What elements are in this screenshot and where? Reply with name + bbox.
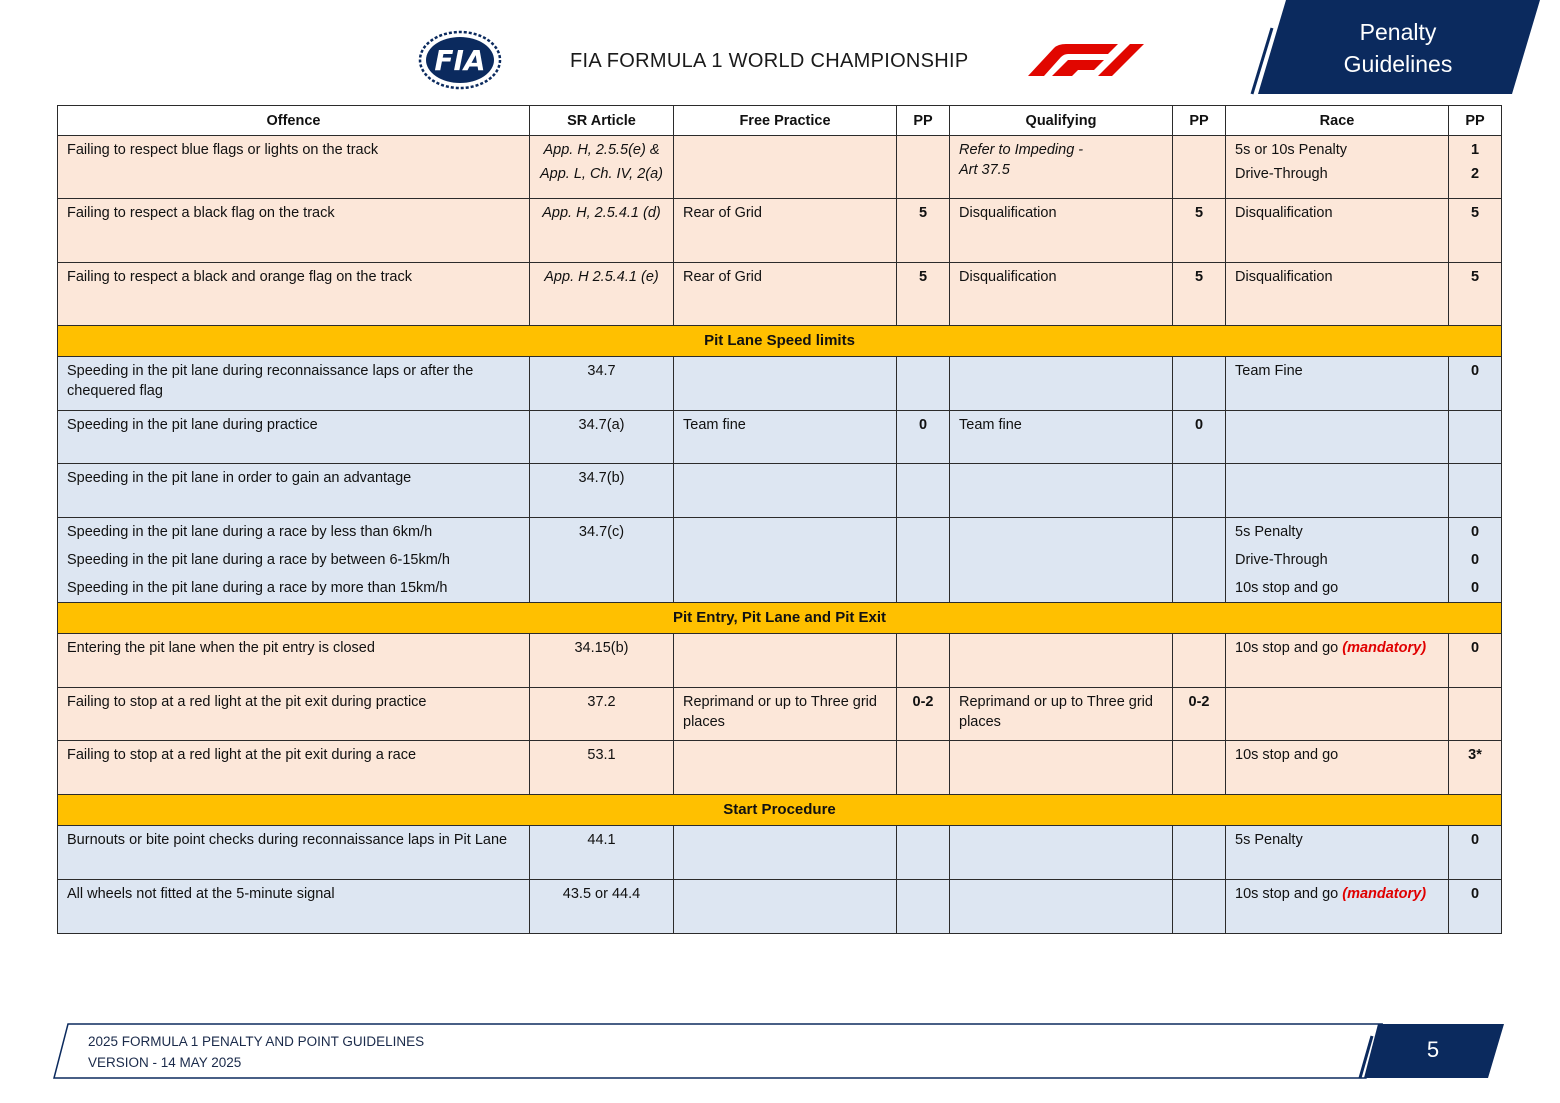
table-row xyxy=(58,263,1502,326)
article-cell: App. H, 2.5.5(e) & App. L, Ch. IV, 2(a) xyxy=(530,136,674,199)
fp-pp-cell xyxy=(897,634,950,688)
penalty-table xyxy=(57,105,1502,934)
offence-cell: Speeding in the pit lane during practice xyxy=(58,411,530,464)
mandatory-note: (mandatory) xyxy=(1342,640,1427,656)
race-cell: Disqualification xyxy=(1226,199,1449,263)
q-cell: Team fine xyxy=(950,411,1173,464)
footer-text xyxy=(88,1031,424,1073)
article-cell: 53.1 xyxy=(530,741,674,795)
q-cell xyxy=(950,518,1173,603)
article-cell: 37.2 xyxy=(530,688,674,741)
section-title-pit-lane-speed: Pit Lane Speed limits xyxy=(58,326,1502,357)
race-cell: 5s Penalty xyxy=(1226,826,1449,880)
page-number: 5 xyxy=(1426,1037,1440,1062)
offence-cell: Failing to respect blue flags or lights on the track xyxy=(58,136,530,199)
q-pp-cell xyxy=(1173,826,1226,880)
col-header-race: Race xyxy=(1226,106,1449,136)
race-pp-cell xyxy=(1449,464,1502,518)
q-cell: Disqualification xyxy=(950,199,1173,263)
article-cell: 44.1 xyxy=(530,826,674,880)
race-pp-cell: 0 xyxy=(1449,880,1502,934)
fp-cell: Rear of Grid xyxy=(674,263,897,326)
fp-cell xyxy=(674,464,897,518)
fp-cell xyxy=(674,357,897,411)
fp-pp-cell xyxy=(897,880,950,934)
col-header-offence: Offence xyxy=(58,106,530,136)
table-row xyxy=(58,634,1502,688)
fp-pp-cell: 5 xyxy=(897,263,950,326)
offence-cell: Entering the pit lane when the pit entry is closed xyxy=(58,634,530,688)
race-pp-cell: 0 xyxy=(1449,357,1502,411)
fia-logo xyxy=(418,30,502,90)
mandatory-note: (mandatory) xyxy=(1342,886,1427,902)
table-row xyxy=(58,136,1502,199)
col-header-q-pp: PP xyxy=(1173,106,1226,136)
q-pp-cell xyxy=(1173,464,1226,518)
race-cell: Team Fine xyxy=(1226,357,1449,411)
offence-cell: Speeding in the pit lane during a race by less than 6km/h Speeding in the pit lane during a race by between 6-15km/h Speeding in the pit lane during a race by more than 15km/h xyxy=(58,518,530,603)
q-pp-cell xyxy=(1173,357,1226,411)
footer-line-1: 2025 FORMULA 1 PENALTY AND POINT GUIDELINES xyxy=(88,1034,425,1049)
q-pp-cell xyxy=(1173,880,1226,934)
q-pp-cell xyxy=(1173,634,1226,688)
table-row xyxy=(58,741,1502,795)
col-header-qualifying: Qualifying xyxy=(950,106,1173,136)
article-cell: 34.7(a) xyxy=(530,411,674,464)
q-pp-cell: 5 xyxy=(1173,263,1226,326)
fp-cell xyxy=(674,826,897,880)
q-pp-cell xyxy=(1173,518,1226,603)
q-pp-cell xyxy=(1173,136,1226,199)
table-header-row xyxy=(58,106,1502,136)
fp-pp-cell xyxy=(897,741,950,795)
table-row xyxy=(58,826,1502,880)
q-cell xyxy=(950,464,1173,518)
col-header-sr-article: SR Article xyxy=(530,106,674,136)
fp-cell xyxy=(674,634,897,688)
table-row xyxy=(58,518,1502,603)
q-cell xyxy=(950,741,1173,795)
race-pp-cell: 3* xyxy=(1449,741,1502,795)
section-row xyxy=(58,603,1502,634)
q-cell: Disqualification xyxy=(950,263,1173,326)
article-cell: 34.7 xyxy=(530,357,674,411)
offence-cell: Failing to stop at a red light at the pit exit during a race xyxy=(58,741,530,795)
col-header-free-practice: Free Practice xyxy=(674,106,897,136)
race-pp-cell: 5 xyxy=(1449,263,1502,326)
offence-cell: Speeding in the pit lane in order to gain an advantage xyxy=(58,464,530,518)
article-cell: 34.7(c) xyxy=(530,518,674,603)
tab-line-2: Guidelines xyxy=(1343,51,1453,77)
q-pp-cell: 0-2 xyxy=(1173,688,1226,741)
q-pp-cell: 5 xyxy=(1173,199,1226,263)
table-row xyxy=(58,688,1502,741)
offence-cell: Speeding in the pit lane during reconnaissance laps or after the chequered flag xyxy=(58,357,530,411)
col-header-fp-pp: PP xyxy=(897,106,950,136)
race-cell xyxy=(1226,464,1449,518)
fp-cell: Reprimand or up to Three grid places xyxy=(674,688,897,741)
table-row xyxy=(58,199,1502,263)
q-cell: Refer to Impeding - Art 37.5 xyxy=(950,136,1173,199)
q-pp-cell xyxy=(1173,741,1226,795)
fp-cell: Team fine xyxy=(674,411,897,464)
race-cell: 10s stop and go (mandatory) xyxy=(1226,880,1449,934)
q-cell xyxy=(950,634,1173,688)
race-pp-cell: 5 xyxy=(1449,199,1502,263)
section-row xyxy=(58,795,1502,826)
fp-cell xyxy=(674,880,897,934)
fp-pp-cell xyxy=(897,136,950,199)
footer-line-2: VERSION - 14 MAY 2025 xyxy=(88,1055,242,1070)
article-cell: App. H, 2.5.4.1 (d) xyxy=(530,199,674,263)
table-row xyxy=(58,464,1502,518)
race-pp-cell xyxy=(1449,411,1502,464)
tab-line-1: Penalty xyxy=(1359,19,1437,45)
f1-logo xyxy=(1026,42,1146,78)
article-cell: 43.5 or 44.4 xyxy=(530,880,674,934)
race-pp-cell: 0 0 0 xyxy=(1449,518,1502,603)
fp-pp-cell xyxy=(897,464,950,518)
fp-pp-cell xyxy=(897,826,950,880)
offence-cell: All wheels not fitted at the 5-minute signal xyxy=(58,880,530,934)
offence-cell: Failing to respect a black and orange flag on the track xyxy=(58,263,530,326)
race-cell xyxy=(1226,411,1449,464)
article-cell: 34.15(b) xyxy=(530,634,674,688)
fp-pp-cell: 0 xyxy=(897,411,950,464)
fp-cell xyxy=(674,741,897,795)
fp-pp-cell xyxy=(897,357,950,411)
section-row xyxy=(58,326,1502,357)
article-cell: App. H 2.5.4.1 (e) xyxy=(530,263,674,326)
header-title: FIA FORMULA 1 WORLD CHAMPIONSHIP xyxy=(570,50,969,72)
table-row xyxy=(58,880,1502,934)
race-pp-cell xyxy=(1449,688,1502,741)
fp-pp-cell: 5 xyxy=(897,199,950,263)
offence-cell: Burnouts or bite point checks during reconnaissance laps in Pit Lane xyxy=(58,826,530,880)
fp-cell xyxy=(674,518,897,603)
q-cell: Reprimand or up to Three grid places xyxy=(950,688,1173,741)
col-header-race-pp: PP xyxy=(1449,106,1502,136)
race-cell: 10s stop and go xyxy=(1226,741,1449,795)
race-cell: 5s Penalty Drive-Through 10s stop and go xyxy=(1226,518,1449,603)
offence-cell: Failing to stop at a red light at the pit exit during practice xyxy=(58,688,530,741)
q-pp-cell: 0 xyxy=(1173,411,1226,464)
fia-logo-text: FIA xyxy=(434,44,486,77)
table-row xyxy=(58,357,1502,411)
fp-cell xyxy=(674,136,897,199)
race-pp-cell: 0 xyxy=(1449,826,1502,880)
table-row xyxy=(58,411,1502,464)
q-cell xyxy=(950,880,1173,934)
offence-cell: Failing to respect a black flag on the track xyxy=(58,199,530,263)
race-cell xyxy=(1226,688,1449,741)
q-cell xyxy=(950,826,1173,880)
race-pp-cell: 0 xyxy=(1449,634,1502,688)
fp-pp-cell: 0-2 xyxy=(897,688,950,741)
q-cell xyxy=(950,357,1173,411)
race-cell: Disqualification xyxy=(1226,263,1449,326)
section-title-pit-entry: Pit Entry, Pit Lane and Pit Exit xyxy=(58,603,1502,634)
article-cell: 34.7(b) xyxy=(530,464,674,518)
fp-pp-cell xyxy=(897,518,950,603)
race-cell: 10s stop and go (mandatory) xyxy=(1226,634,1449,688)
fp-cell: Rear of Grid xyxy=(674,199,897,263)
race-pp-cell: 1 2 xyxy=(1449,136,1502,199)
section-title-start-procedure: Start Procedure xyxy=(58,795,1502,826)
race-cell: 5s or 10s Penalty Drive-Through xyxy=(1226,136,1449,199)
penalty-guidelines-label xyxy=(1300,16,1496,80)
